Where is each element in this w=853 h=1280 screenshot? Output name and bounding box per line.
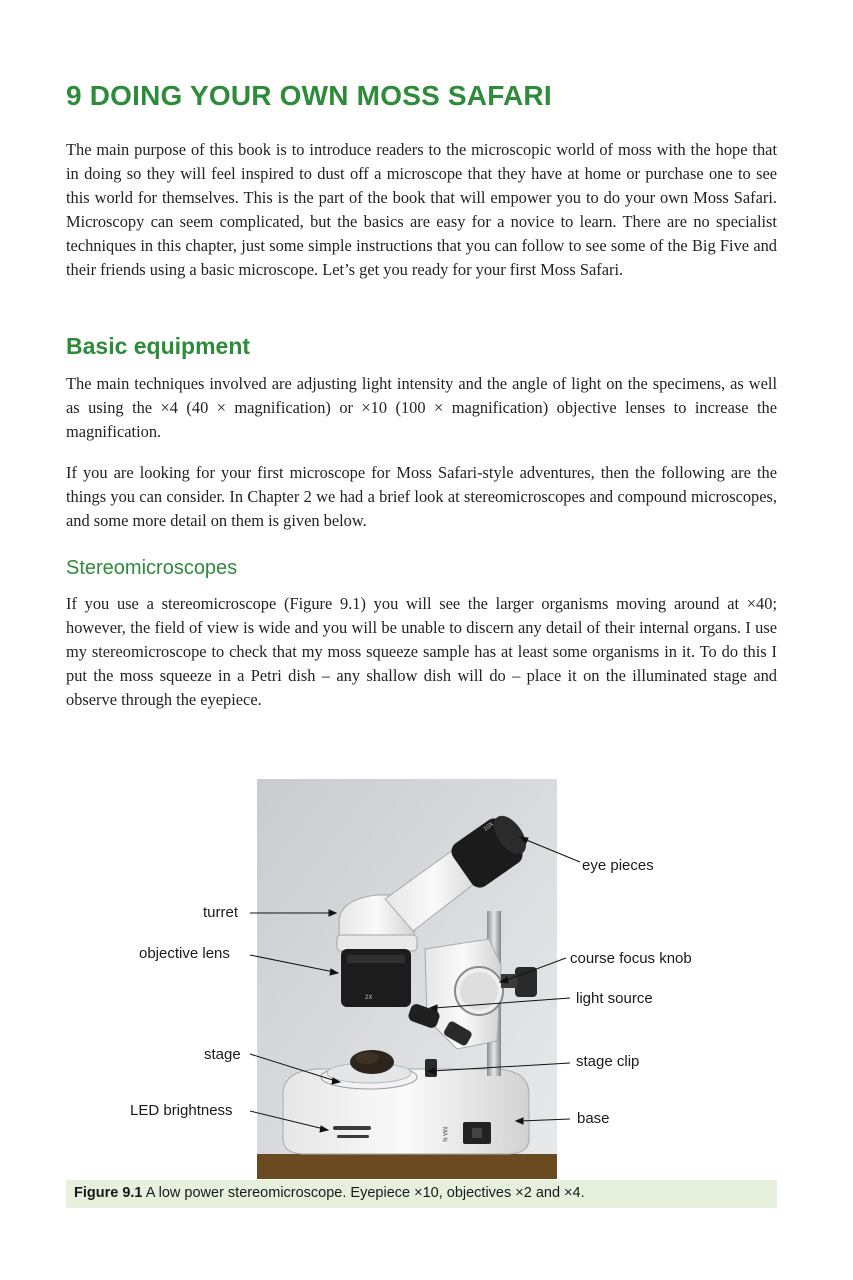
- label-turret: turret: [203, 904, 239, 921]
- label-course-focus-knob: course focus knob: [570, 950, 692, 967]
- label-stage: stage: [204, 1046, 241, 1063]
- figure-caption: [66, 1180, 777, 1208]
- intro-paragraph: The main purpose of this book is to introduce readers to the microscopic world of moss with the hope that in doing so they will feel inspired to dust off a microscope that they have at home or purchase one to see this world for themselves. This is the part of the book that will empower you to do your own Moss Safari. Microscopy can seem complicated, but the basics are easy for a novice to learn. There are no specialist techniques in this chapter, just some simple instructions that you can follow to see some of the Big Five and their friends using a basic microscope. Let’s get you ready for your first Moss Safari.: [66, 140, 777, 279]
- label-eye-pieces: eye pieces: [582, 857, 654, 874]
- subsection-heading-stereomicroscopes: Stereomicroscopes: [66, 557, 238, 579]
- figure-caption-text: [74, 1185, 585, 1201]
- switch-mark: MA N: [441, 1127, 447, 1142]
- basic-paragraph-2: If you are looking for your first microscope for Moss Safari-style adventures, then the following are the things you can consider. In Chapter 2 we had a brief look at stereomicroscopes and compound microscopes, and some more detail on them is given below.: [66, 463, 777, 530]
- chapter-title: 9 DOING YOUR OWN MOSS SAFARI: [66, 80, 552, 111]
- objective-mark: 2X: [365, 995, 373, 1001]
- label-light-source: light source: [576, 990, 653, 1007]
- eyepiece-mark: 10X: [482, 821, 495, 833]
- label-stage-clip: stage clip: [576, 1053, 640, 1070]
- label-led-brightness: LED brightness: [130, 1102, 233, 1119]
- stereo-paragraph: If you use a stereomicroscope (Figure 9.1) you will see the larger organisms moving around at ×40; however, the field of view is wide and you will be unable to discern any detail of their internal organs. I use my stereomicroscope to check that my moss squeeze sample has at least some organisms in it. To do this I put the moss squeeze in a Petri dish – any shallow dish will do – place it on the illuminated stage and observe through the eyepiece.: [66, 594, 777, 709]
- basic-paragraph-1: The main techniques involved are adjusting light intensity and the angle of light on the specimens, as well as using the ×4 (40 × magnification) or ×10 (100 × magnification) objective lenses to increase the magnification.: [66, 374, 777, 441]
- figure-caption-label: Figure 9.1: [74, 1185, 143, 1201]
- section-heading-basic-equipment: Basic equipment: [66, 333, 251, 359]
- figure-caption-body: A low power stereomicroscope. Eyepiece ×10, objectives ×2 and ×4.: [142, 1185, 585, 1201]
- label-base: base: [577, 1110, 610, 1127]
- label-objective-lens: objective lens: [139, 945, 230, 962]
- microscope-photo: [257, 779, 557, 1179]
